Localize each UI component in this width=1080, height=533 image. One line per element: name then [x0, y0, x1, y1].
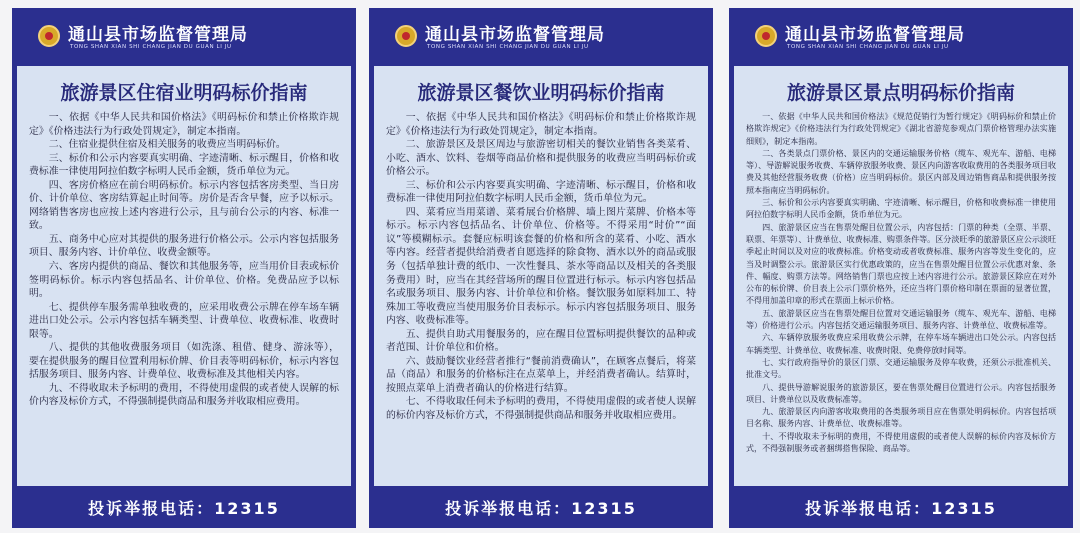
org-name: 通山县市场监督管理局: [68, 25, 248, 45]
guide-paragraph: 二、住宿业提供住宿及相关服务的收费应当明码标价。: [48, 139, 286, 151]
board-header: [729, 8, 1073, 62]
complaint-hotline: 投诉举报电话：12315: [805, 498, 997, 518]
guide-paragraph: 八、提供的其他收费服务项目（如洗涤、租借、健身、游泳等），要在提供服务的醒目位置利用标价牌、价目表等明码标价，标示内容包括服务项目、服务内容、计费单位、收费标准及其他相关内容。: [29, 342, 339, 381]
board-content: [17, 66, 351, 486]
guide-paragraph: 一、依据《中华人民共和国价格法》《规范促销行为暂行规定》《明码标价和禁止价格欺诈规定》《价格违法行为行政处罚规定》《湖北省游览参观点门票价格管理办法实施细则》，制定本指南。: [746, 112, 1056, 146]
org-name-en: TONG SHAN XIAN SHI CHANG JIAN DU GUAN LI JU: [787, 44, 949, 50]
guide-paragraph: 一、依据《中华人民共和国价格法》《明码标价和禁止价格欺诈规定》《价格违法行为行政处罚规定》，制定本指南。: [386, 112, 696, 137]
guide-paragraph: 八、提供导游解说服务的旅游景区，要在售票处醒目位置进行公示。内容包括服务项目、计费单位以及收费标准等。: [746, 382, 1056, 404]
org-name-en: TONG SHAN XIAN SHI CHANG JIAN DU GUAN LI JU: [70, 44, 232, 50]
guide-paragraph: 九、不得收取未予标明的费用，不得使用虚假的或者使人误解的标价内容及标价方式，不得强制提供商品和服务并收取相应费用。: [29, 382, 339, 408]
guide-paragraph: 三、标价和公示内容要真实明确、字迹清晰、标示醒目，价格和收费标准一律使用阿拉伯数字标明人民币金额，货币单位为元。: [29, 152, 339, 178]
guide-paragraph: 五、旅游景区应当在售票处醒目位置对交通运输服务（缆车、观光车、游船、电梯等）价格进行公示。内容包括交通运输服务项目、服务内容、计费单位、收费标准等。: [746, 308, 1056, 331]
police-emblem-icon: [395, 25, 417, 47]
guide-paragraph: 五、提供自助式用餐服务的，应在醒目位置标明提供餐饮的品种或者范围、计价单位和价格。: [386, 328, 696, 354]
board-header: [369, 8, 713, 62]
board-header: [12, 8, 356, 62]
guide-paragraph: 六、鼓励餐饮业经营者推行“餐前消费确认”，在顾客点餐后，将菜品（商品）和服务的价格标注在点菜单上，并经消费者确认。结算时，按照点菜单上消费者确认的价格进行结算。: [386, 355, 696, 394]
org-name: 通山县市场监督管理局: [785, 25, 965, 45]
guide-paragraph: 二、各类景点门票价格、景区内的交通运输服务价格（缆车、观光车、游船、电梯等）、导游解说服务收费、车辆停放服务收费、景区内向游客收取费用的各类服务项目收费及其他经营服务收费（价格）应当明码标价。景区内部及周边销售商品和提供服务按照本指南应当明码标价。: [746, 148, 1056, 195]
guide-paragraph: 三、标价和公示内容要真实明确、字迹清晰、标示醒目，价格和收费标准一律使用阿拉伯数字标明人民币金额，货币单位为元。: [386, 179, 696, 205]
guide-paragraph: 七、实行政府指导价的景区门票、交通运输服务及停车收费，还须公示批准机关、批准文号。: [746, 357, 1056, 380]
guide-paragraph: 一、依据《中华人民共和国价格法》《明码标价和禁止价格欺诈规定》《价格违法行为行政处罚规定》，制定本指南。: [29, 112, 339, 137]
guide-paragraph: 九、旅游景区内向游客收取费用的各类服务项目应在售票处明码标价。内容包括项目名称、服务内容、计费单位、收费标准等。: [746, 407, 1056, 429]
guide-paragraph: 二、旅游景区及景区周边与旅游密切相关的餐饮业销售各类菜肴、小吃、酒水、饮料、卷烟等商品价格和提供服务的收费应当明码标价或价格公示。: [386, 139, 696, 178]
complaint-hotline: 投诉举报电话：12315: [445, 498, 637, 518]
guide-paragraph: 四、菜肴应当用菜谱、菜肴展台价格牌、墙上图片菜牌、价格本等标示。标示内容包括品名、计价单位、价格等。不得采用“时价”“面议”等模糊标示。套餐应标明该套餐的价格和所含的菜肴、小吃、酒水等内容。经营者提供给消费者自愿选择的除食物、酒水以外的商品或服务（包括单独计费的纸巾、一次性餐具、茶水等商品以及相关的各类服务费用）时，应当在其经营场所的醒目位置进行标示。标示内容包括品名或服务项目、服务内容、计价单位和价格。餐饮服务如原料加工、特殊加工等收费应当使用服务价目表标示。标示内容包括服务项目、服务内容、收费标准等。: [386, 206, 696, 327]
police-emblem-icon: [38, 25, 60, 47]
guide-paragraph: 六、客房内提供的商品、餐饮和其他服务等，应当用价目表或标价签明码标价。标示内容包括品名、计价单位、价格。免费品应予以标明。: [29, 261, 339, 300]
police-emblem-icon: [755, 25, 777, 47]
board-content: [734, 66, 1068, 486]
price-guide-board-lodging: [12, 8, 356, 528]
org-name: 通山县市场监督管理局: [425, 25, 605, 45]
guide-paragraph: 六、车辆停放服务收费应采用收费公示牌，在停车场车辆进出口处公示。内容包括车辆类型、计费单位、收费标准、收费时限、免费停放时间等。: [746, 333, 1056, 355]
guide-text: [734, 111, 1068, 455]
guide-text: [374, 111, 708, 423]
guide-text: [17, 111, 351, 409]
guide-paragraph: 十、不得收取未予标明的费用，不得使用虚假的或者使人误解的标价内容及标价方式，不得强制服务或者捆绑搭售保险、商品等。: [746, 431, 1056, 454]
guide-paragraph: 五、商务中心应对其提供的服务进行价格公示。公示内容包括服务项目、服务内容、计价单位、收费金额等。: [29, 233, 339, 259]
price-guide-board-scenic: [729, 8, 1073, 528]
org-name-en: TONG SHAN XIAN SHI CHANG JIAN DU GUAN LI JU: [427, 44, 589, 50]
guide-paragraph: 四、客房价格应在前台明码标价。标示内容包括客房类型、当日房价、计价单位、客房结算起止时间等。房价是否含早餐，应予以标示。网络销售客房也应按上述内容进行公示，且与前台公示的内容、标准一致。: [29, 179, 339, 232]
board-content: [374, 66, 708, 486]
guide-paragraph: 七、提供停车服务需单独收费的，应采用收费公示牌在停车场车辆进出口处公示。公示内容包括车辆类型、计费单位、收费标准、收费时限等。: [29, 301, 339, 340]
board-title: 旅游景区住宿业明码标价指南: [60, 82, 308, 104]
complaint-hotline: 投诉举报电话：12315: [88, 498, 280, 518]
guide-paragraph: 四、旅游景区应当在售票处醒目位置公示，内容包括：门票的种类（全票、半票、联票、年票等）、计费单位、收费标准、购票条件等。区分淡旺季的旅游景区应公示淡旺季起止时间以及对应的收费标准。价格变动或者收费标准、服务内容等发生变化的，应当及时调整公示。旅游景区实行优惠政策的，应当在售票处醒目位置公示优惠对象、条件、幅度、购票方法等。网络销售门票也应按上述内容进行公示。旅游景区除应在对外公布的标价牌、价目表上公示门票价格外，还应当将门票价格印制在票面的显著位置，不得用加盖印章的形式在票面上标示价格。: [746, 222, 1056, 306]
board-title: 旅游景区景点明码标价指南: [786, 82, 1015, 104]
board-title: 旅游景区餐饮业明码标价指南: [417, 82, 665, 104]
price-guide-board-catering: [369, 8, 713, 528]
guide-paragraph: 三、标价和公示内容要真实明确、字迹清晰、标示醒目，价格和收费标准一律使用阿拉伯数字标明人民币金额，货币单位为元。: [746, 198, 1056, 220]
guide-paragraph: 七、不得收取任何未予标明的费用，不得使用虚假的或者使人误解的标价内容及标价方式，不得强制提供商品和服务并收取相应费用。: [386, 396, 696, 422]
